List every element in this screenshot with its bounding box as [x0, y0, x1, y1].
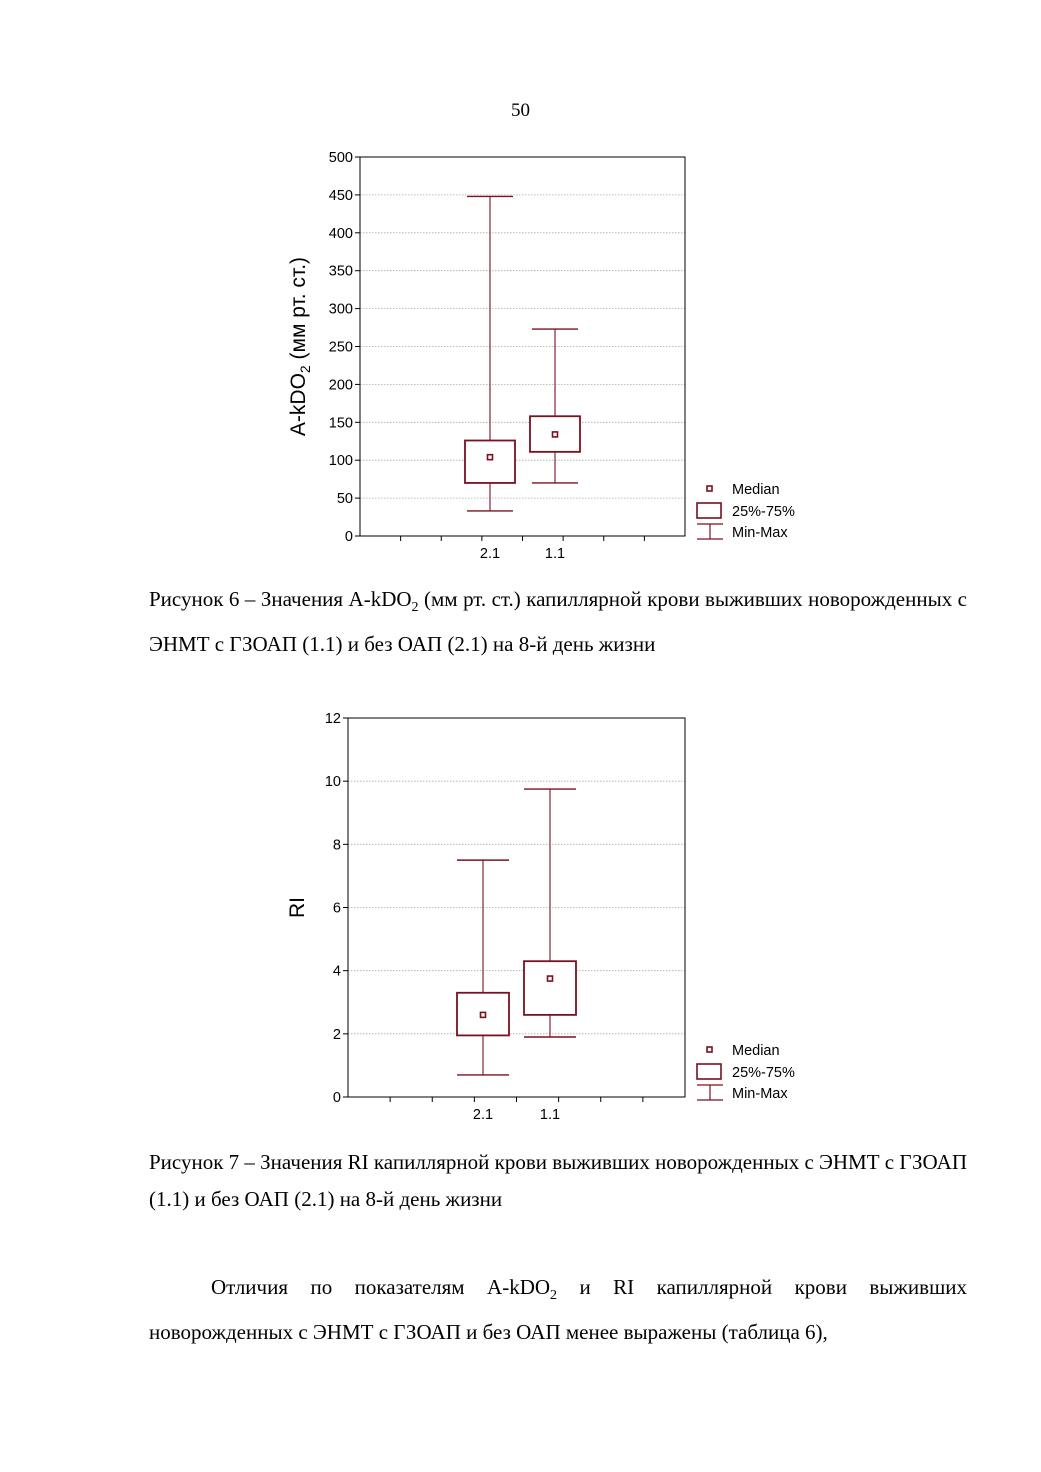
- chart-legend: [697, 482, 795, 541]
- legend-median-icon: [707, 1047, 712, 1052]
- iqr-box: [465, 440, 515, 482]
- y-tick-label: 0: [332, 1090, 341, 1106]
- x-tick-label: 1.1: [544, 546, 566, 562]
- y-tick-label: 100: [328, 453, 353, 470]
- y-tick-label: 250: [328, 339, 353, 356]
- median-marker: [548, 976, 553, 981]
- legend-iqr-label: 25%-75%: [732, 504, 795, 520]
- y-tick-label: 400: [328, 225, 353, 242]
- y-axis-title-subscript: 2: [297, 365, 313, 374]
- legend-iqr-label: 25%-75%: [732, 1065, 795, 1081]
- y-tick-label: 4: [332, 963, 341, 980]
- caption-6-subscript: 2: [411, 600, 419, 616]
- x-tick-label: 1.1: [539, 1107, 561, 1123]
- y-tick-label: 350: [328, 263, 353, 280]
- chart-legend: [697, 1043, 795, 1102]
- legend-median-icon: [707, 486, 712, 491]
- y-tick-label: 300: [328, 301, 353, 318]
- y-tick-label: 200: [328, 377, 353, 394]
- y-tick-label: 2: [332, 1026, 341, 1043]
- median-marker: [553, 432, 558, 437]
- iqr-box: [524, 961, 576, 1015]
- y-tick-label: 50: [336, 491, 353, 508]
- caption-7-text: Рисунок 7 – Значения RI капиллярной крови выживших новорожденных с ЭНМТ с ГЗОАП (1.1) и без ОАП (2.1) на 8-й день жизни: [149, 1150, 968, 1211]
- legend-iqr-icon: [697, 503, 721, 518]
- y-axis-title-main: A-kDO: [287, 373, 310, 437]
- y-axis-title-main: RI: [286, 897, 309, 918]
- box-2-1: [457, 860, 509, 1075]
- caption-6-end: (мм рт. ст.) капиллярной крови выживших новорожденных с ЭНМТ с ГЗОАП (1.1) и без ОАП (2.1) на 8-й день жизни: [149, 587, 967, 657]
- legend-iqr-icon: [697, 1064, 721, 1079]
- figure-6-box-plot: [0, 140, 1041, 570]
- caption-6-start: Рисунок 6 – Значения A-kDO: [149, 587, 412, 611]
- figure-6-caption: [149, 581, 967, 663]
- y-tick-label: 500: [328, 150, 353, 166]
- paragraph-end: и RI капиллярной крови выживших новорожденных с ЭНМТ с ГЗОАП и без ОАП менее выражены (таблица 6),: [149, 1275, 967, 1345]
- paragraph-start: Отличия по показателям A-kDO: [211, 1275, 551, 1299]
- paragraph-subscript: 2: [550, 1288, 558, 1304]
- y-axis-title: [286, 897, 309, 918]
- legend-median-label: Median: [732, 482, 780, 498]
- y-tick-label: 6: [332, 900, 341, 917]
- legend-range-label: Min-Max: [732, 1086, 788, 1102]
- box-1-1: [524, 789, 576, 1037]
- median-marker: [481, 1012, 486, 1017]
- y-tick-label: 10: [324, 774, 341, 791]
- x-tick-label: 2.1: [472, 1107, 494, 1123]
- y-tick-label: 12: [324, 711, 341, 727]
- y-tick-label: 8: [332, 837, 341, 854]
- x-tick-label: 2.1: [479, 546, 501, 562]
- page-number: 50: [511, 100, 530, 121]
- y-tick-label: 450: [328, 187, 353, 204]
- y-tick-label: 0: [344, 529, 353, 545]
- y-axis-title-unit: (мм рт. ст.): [287, 256, 310, 366]
- legend-range-label: Min-Max: [732, 525, 788, 541]
- figure-7-caption: [149, 1144, 967, 1218]
- box-2-1: [465, 196, 515, 511]
- body-paragraph: [149, 1269, 967, 1351]
- figure-7-box-plot: [0, 700, 1041, 1130]
- y-tick-label: 150: [328, 415, 353, 432]
- y-axis-title: [287, 257, 313, 436]
- legend-median-label: Median: [732, 1043, 780, 1059]
- median-marker: [488, 455, 493, 460]
